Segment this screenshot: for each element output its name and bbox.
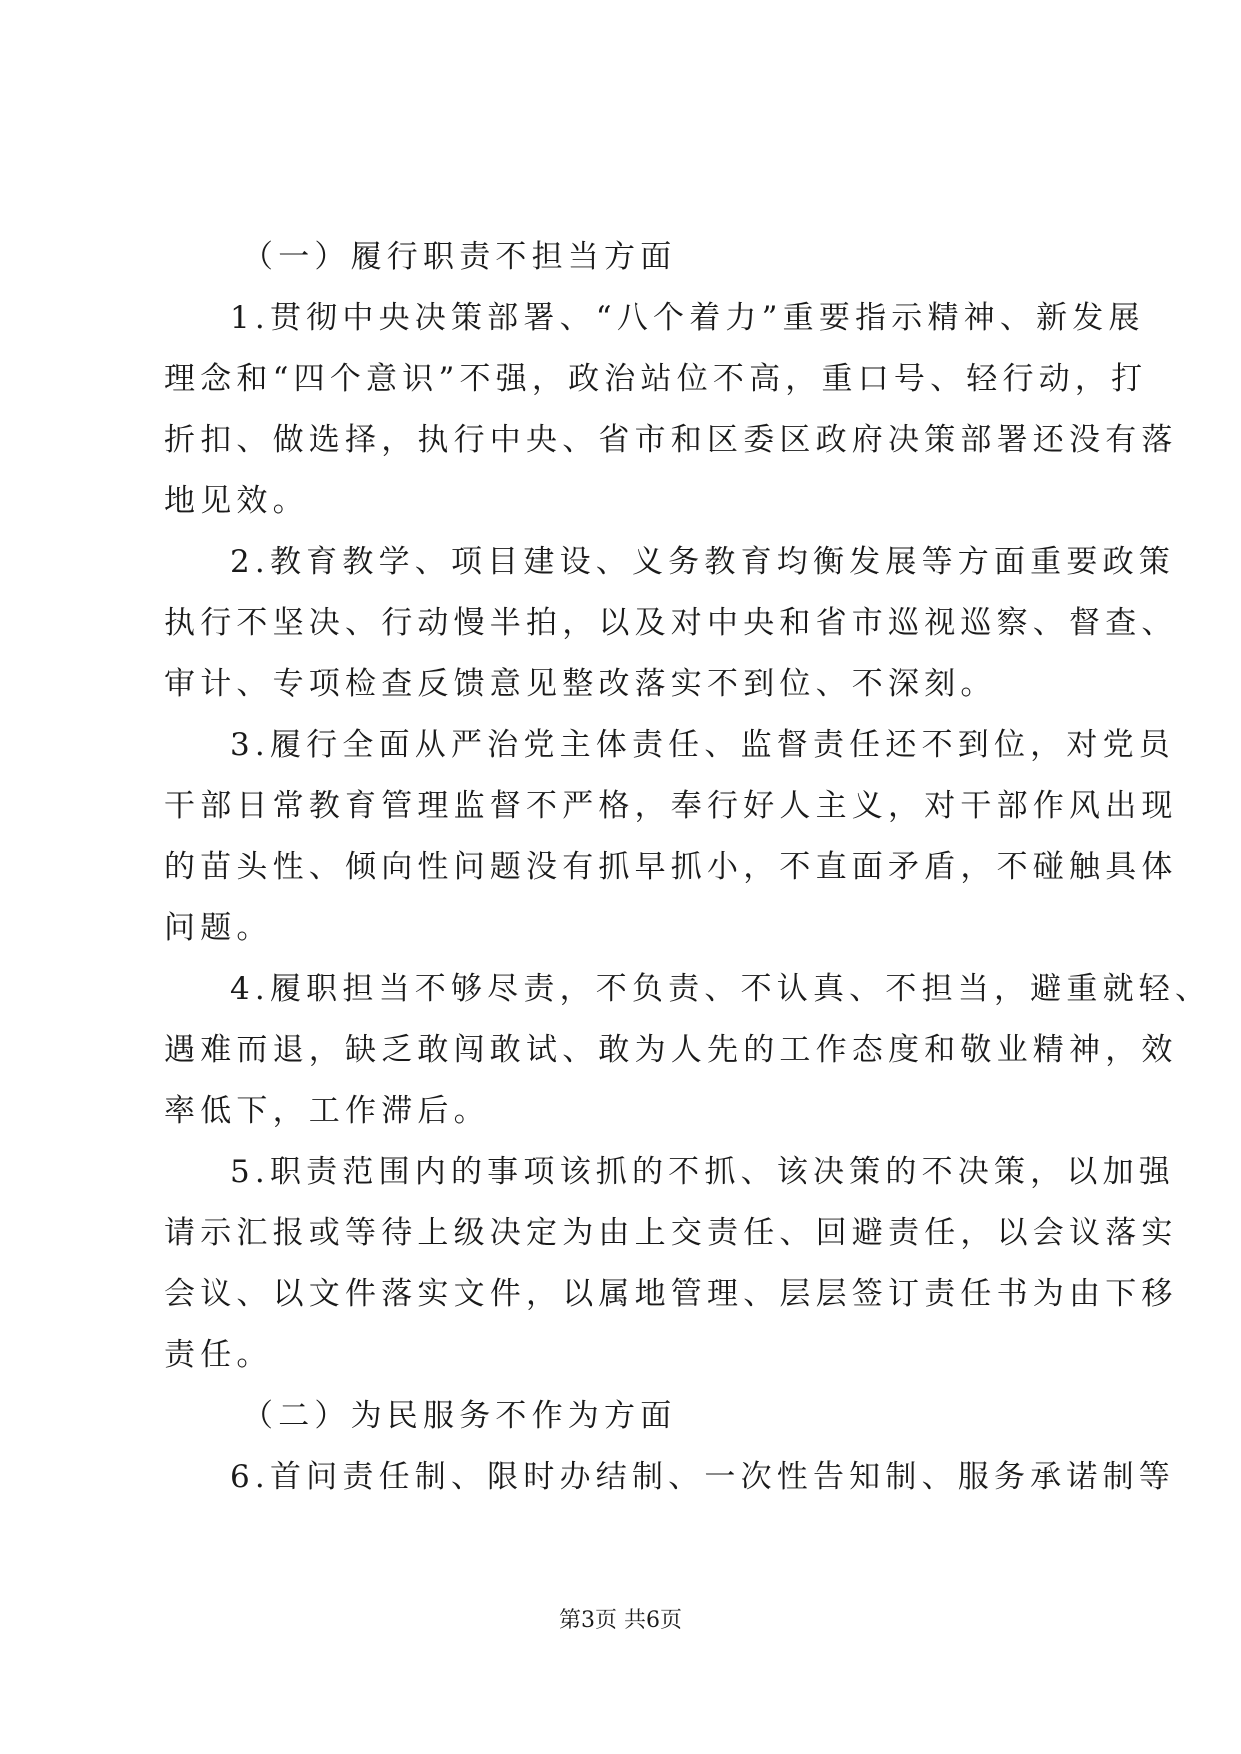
paragraph-line: 问题。 [164,910,273,946]
paragraph-line: 执行不坚决、行动慢半拍，以及对中央和省市巡视巡察、督查、 [164,605,1178,641]
paragraph-line: 责任。 [164,1337,273,1373]
page-footer: 第3页 共6页 [559,1608,682,1633]
section-heading: （二）为民服务不作为方面 [242,1398,677,1434]
paragraph-line: 折扣、做选择，执行中央、省市和区委区政府决策部署还没有落 [164,422,1178,458]
paragraph-line: 3.履行全面从严治党主体责任、监督责任还不到位，对党员 [230,727,1175,763]
paragraph-line: 地见效。 [164,483,309,519]
paragraph-line: 请示汇报或等待上级决定为由上交责任、回避责任，以会议落实 [164,1215,1178,1251]
paragraph-line: 遇难而退，缺乏敢闯敢试、敢为人先的工作态度和敬业精神，效 [164,1032,1178,1068]
paragraph-line: 率低下，工作滞后。 [164,1093,490,1129]
paragraph-line: 干部日常教育管理监督不严格，奉行好人主义，对干部作风出现 [164,788,1178,824]
paragraph-line: 5.职责范围内的事项该抓的不抓、该决策的不决策，以加强 [230,1154,1175,1190]
paragraph-line: 1.贯彻中央决策部署、“八个着力”重要指示精神、新发展 [230,300,1145,336]
paragraph-line: 2.教育教学、项目建设、义务教育均衡发展等方面重要政策 [230,544,1175,580]
section-heading: （一）履行职责不担当方面 [242,239,677,275]
paragraph-line: 审计、专项检查反馈意见整改落实不到位、不深刻。 [164,666,997,702]
paragraph-line: 的苗头性、倾向性问题没有抓早抓小，不直面矛盾，不碰触具体 [164,849,1178,885]
paragraph-line: 会议、以文件落实文件，以属地管理、层层签订责任书为由下移 [164,1276,1178,1312]
document-body [164,227,1212,1508]
paragraph-line: 6.首问责任制、限时办结制、一次性告知制、服务承诺制等 [230,1459,1175,1495]
paragraph-line: 4.履职担当不够尽责，不负责、不认真、不担当，避重就轻、 [230,971,1212,1007]
paragraph-line: 理念和“四个意识”不强，政治站位不高，重口号、轻行动，打 [164,361,1148,397]
